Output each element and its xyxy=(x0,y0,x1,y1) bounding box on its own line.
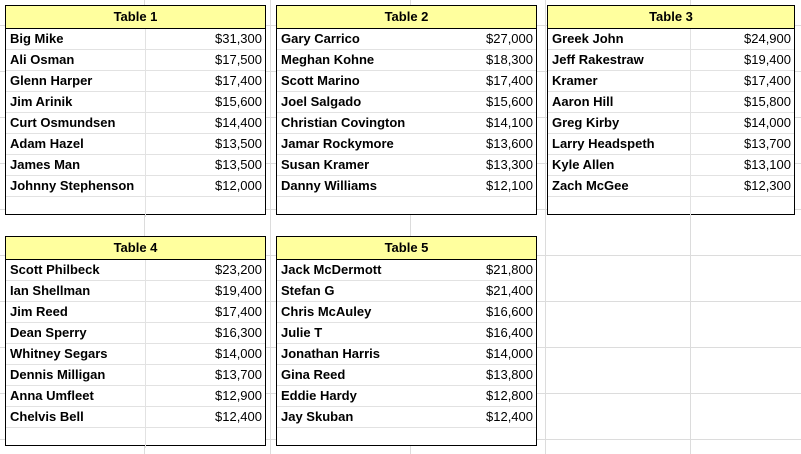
table-row[interactable] xyxy=(6,50,265,71)
table-row[interactable] xyxy=(6,260,265,281)
table-row[interactable] xyxy=(277,323,536,344)
table-row[interactable] xyxy=(6,29,265,50)
player-name[interactable]: Stefan G xyxy=(281,283,335,298)
player-amount[interactable]: $13,700 xyxy=(744,136,791,151)
table-row[interactable] xyxy=(277,407,536,428)
player-name[interactable]: Eddie Hardy xyxy=(281,388,357,403)
player-amount[interactable]: $14,000 xyxy=(215,346,262,361)
table-row[interactable] xyxy=(6,344,265,365)
player-name[interactable]: Anna Umfleet xyxy=(10,388,94,403)
player-name[interactable]: Jeff Rakestraw xyxy=(552,52,644,67)
table-row-empty[interactable] xyxy=(277,197,536,218)
player-name[interactable]: Johnny Stephenson xyxy=(10,178,135,193)
player-amount[interactable]: $23,200 xyxy=(215,262,262,277)
player-name[interactable]: Larry Headspeth xyxy=(552,136,655,151)
table-row[interactable] xyxy=(548,113,794,134)
table-1 xyxy=(5,5,266,215)
table-row[interactable] xyxy=(277,344,536,365)
player-amount[interactable]: $16,600 xyxy=(486,304,533,319)
player-name[interactable]: Joel Salgado xyxy=(281,94,362,109)
table-row[interactable] xyxy=(6,155,265,176)
table-row[interactable] xyxy=(277,386,536,407)
table-row[interactable] xyxy=(6,113,265,134)
player-amount[interactable]: $13,300 xyxy=(486,157,533,172)
player-amount[interactable]: $12,100 xyxy=(486,178,533,193)
table-row[interactable] xyxy=(277,92,536,113)
player-name[interactable]: Ian Shellman xyxy=(10,283,91,298)
table-4 xyxy=(5,236,266,446)
player-amount[interactable]: $17,400 xyxy=(486,73,533,88)
table-row[interactable] xyxy=(277,302,536,323)
player-amount[interactable]: $12,400 xyxy=(215,409,262,424)
player-name[interactable]: Christian Covington xyxy=(281,115,406,130)
player-amount[interactable]: $13,100 xyxy=(744,157,791,172)
player-amount[interactable]: $12,300 xyxy=(744,178,791,193)
player-amount[interactable]: $19,400 xyxy=(744,52,791,67)
table-3 xyxy=(547,5,795,215)
player-amount[interactable]: $16,400 xyxy=(486,325,533,340)
player-name[interactable]: Jim Arinik xyxy=(10,94,73,109)
player-amount[interactable]: $15,600 xyxy=(215,94,262,109)
table-row-empty[interactable] xyxy=(277,428,536,449)
table-5 xyxy=(276,236,537,446)
player-amount[interactable]: $12,000 xyxy=(215,178,262,193)
player-name[interactable]: Scott Philbeck xyxy=(10,262,100,277)
player-amount[interactable]: $17,400 xyxy=(744,73,791,88)
player-amount[interactable]: $14,000 xyxy=(486,346,533,361)
table-2-header[interactable]: Table 2 xyxy=(277,6,536,29)
player-name[interactable]: Danny Williams xyxy=(281,178,377,193)
player-amount[interactable]: $21,800 xyxy=(486,262,533,277)
player-name[interactable]: Julie T xyxy=(281,325,323,340)
player-name[interactable]: Chelvis Bell xyxy=(10,409,84,424)
player-amount[interactable]: $31,300 xyxy=(215,31,262,46)
player-name[interactable]: Aaron Hill xyxy=(552,94,614,109)
player-name[interactable]: Gina Reed xyxy=(281,367,346,382)
player-amount[interactable]: $17,400 xyxy=(215,304,262,319)
player-name[interactable]: Greek John xyxy=(552,31,624,46)
table-row[interactable] xyxy=(6,281,265,302)
player-name[interactable]: Jim Reed xyxy=(10,304,68,319)
table-row[interactable] xyxy=(277,365,536,386)
player-amount[interactable]: $13,700 xyxy=(215,367,262,382)
table-row[interactable] xyxy=(6,134,265,155)
player-amount[interactable]: $13,800 xyxy=(486,367,533,382)
player-name[interactable]: Kramer xyxy=(552,73,598,88)
player-amount[interactable]: $12,800 xyxy=(486,388,533,403)
player-amount[interactable]: $18,300 xyxy=(486,52,533,67)
player-amount[interactable]: $19,400 xyxy=(215,283,262,298)
player-amount[interactable]: $27,000 xyxy=(486,31,533,46)
player-amount[interactable]: $14,000 xyxy=(744,115,791,130)
table-row[interactable] xyxy=(6,176,265,197)
table-row[interactable] xyxy=(6,386,265,407)
table-row[interactable] xyxy=(6,323,265,344)
table-row-empty[interactable] xyxy=(548,197,794,218)
player-name[interactable]: Glenn Harper xyxy=(10,73,93,88)
table-row[interactable] xyxy=(548,71,794,92)
player-name[interactable]: Jack McDermott xyxy=(281,262,382,277)
player-name[interactable]: Greg Kirby xyxy=(552,115,620,130)
player-amount[interactable]: $15,600 xyxy=(486,94,533,109)
player-amount[interactable]: $21,400 xyxy=(486,283,533,298)
player-name[interactable]: Scott Marino xyxy=(281,73,360,88)
player-name[interactable]: Curt Osmundsen xyxy=(10,115,116,130)
table-row[interactable] xyxy=(277,71,536,92)
table-row[interactable] xyxy=(548,176,794,197)
player-name[interactable]: Chris McAuley xyxy=(281,304,372,319)
table-row[interactable] xyxy=(548,29,794,50)
table-row[interactable] xyxy=(277,29,536,50)
table-row[interactable] xyxy=(277,155,536,176)
player-name[interactable]: Jamar Rockymore xyxy=(281,136,394,151)
player-amount[interactable]: $13,500 xyxy=(215,136,262,151)
player-name[interactable]: Whitney Segars xyxy=(10,346,108,361)
table-row[interactable] xyxy=(277,50,536,71)
player-amount[interactable]: $24,900 xyxy=(744,31,791,46)
table-row[interactable] xyxy=(277,113,536,134)
player-amount[interactable]: $16,300 xyxy=(215,325,262,340)
player-amount[interactable]: $14,100 xyxy=(486,115,533,130)
table-row[interactable] xyxy=(6,407,265,428)
table-4-header[interactable]: Table 4 xyxy=(6,237,265,260)
player-name[interactable]: Dean Sperry xyxy=(10,325,87,340)
table-2 xyxy=(276,5,537,215)
table-row[interactable] xyxy=(548,134,794,155)
player-amount[interactable]: $12,900 xyxy=(215,388,262,403)
player-name[interactable]: Meghan Kohne xyxy=(281,52,375,67)
player-name[interactable]: Big Mike xyxy=(10,31,64,46)
table-row[interactable] xyxy=(548,155,794,176)
table-row[interactable] xyxy=(277,281,536,302)
player-name[interactable]: Gary Carrico xyxy=(281,31,360,46)
player-name[interactable]: Zach McGee xyxy=(552,178,629,193)
player-name[interactable]: Ali Osman xyxy=(10,52,75,67)
player-amount[interactable]: $15,800 xyxy=(744,94,791,109)
table-3-header[interactable]: Table 3 xyxy=(548,6,794,29)
player-name[interactable]: Adam Hazel xyxy=(10,136,84,151)
table-5-header[interactable]: Table 5 xyxy=(277,237,536,260)
table-row[interactable] xyxy=(548,92,794,113)
table-1-header[interactable]: Table 1 xyxy=(6,6,265,29)
table-row[interactable] xyxy=(6,365,265,386)
player-name[interactable]: Dennis Milligan xyxy=(10,367,106,382)
table-row[interactable] xyxy=(6,71,265,92)
player-amount[interactable]: $17,400 xyxy=(215,73,262,88)
table-row[interactable] xyxy=(6,302,265,323)
player-name[interactable]: Susan Kramer xyxy=(281,157,370,172)
table-row[interactable] xyxy=(6,92,265,113)
player-name[interactable]: Jonathan Harris xyxy=(281,346,380,361)
player-amount[interactable]: $17,500 xyxy=(215,52,262,67)
table-row[interactable] xyxy=(277,176,536,197)
table-row-empty[interactable] xyxy=(6,197,265,218)
player-name[interactable]: James Man xyxy=(10,157,81,172)
player-amount[interactable]: $13,500 xyxy=(215,157,262,172)
table-row[interactable] xyxy=(277,134,536,155)
table-row-empty[interactable] xyxy=(6,428,265,449)
table-row[interactable] xyxy=(548,50,794,71)
player-amount[interactable]: $14,400 xyxy=(215,115,262,130)
table-row[interactable] xyxy=(277,260,536,281)
player-amount[interactable]: $13,600 xyxy=(486,136,533,151)
player-amount[interactable]: $12,400 xyxy=(486,409,533,424)
player-name[interactable]: Kyle Allen xyxy=(552,157,615,172)
player-name[interactable]: Jay Skuban xyxy=(281,409,354,424)
